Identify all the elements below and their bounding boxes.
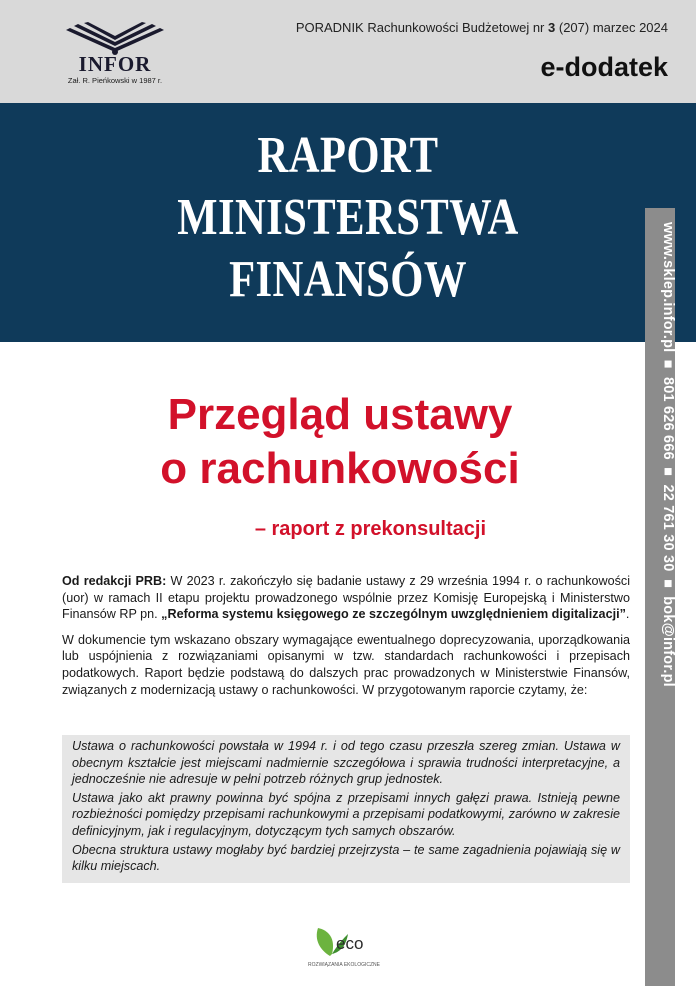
paragraph-2: W dokumencie tym wskazano obszary wymagające ewentualnego doprecyzowania, uporządkowania lub uspójnienia z rozwiązaniami opisanymi w tzw. standardach rachunkowości i przepisach podatkowych. Raport będzie podstawą do dalszych prac prowadzonych w Ministerstwie Finansów, związanych z modernizacją ustawy o rachunkowości. W przygotowanym raporcie czytamy, że: (62, 632, 630, 697)
quote-3: Obecna struktura ustawy mogłaby być bardziej przejrzysta – te same zagadnienia pojawiają się w kilku miejscach. (72, 842, 620, 874)
banner-title-line2: MINISTERSTWA (177, 189, 519, 246)
lead-project: „Reforma systemu księgowego ze szczególnym uwzględnieniem digitalizacji” (161, 607, 626, 622)
banner-title (0, 125, 696, 311)
lead-text: W 2023 r. zakończyło się badanie ustawy z 29 września 1994 r. o rachunkowości (uor) w ramach II etapu projektu prowadzonego wspólnie przez Komisję Europejską i Ministerstwo Finansów RP pn. (62, 574, 630, 622)
lead-end: . (625, 607, 630, 622)
banner-title-line3: FINANSÓW (229, 251, 467, 308)
issue-prefix: PORADNIK Rachunkowości Budżetowej nr (295, 20, 545, 35)
side-contact-text: www.sklep.infor.pl ■ 801 626 666 ■ 22 761 30 30 ■ bok@infor.pl (660, 222, 676, 687)
article-body (62, 573, 630, 707)
title-banner (0, 103, 696, 342)
banner-title-line1: RAPORT (257, 127, 439, 184)
headline-line2: o rachunkowości (160, 444, 520, 493)
issue-number: 3 (548, 20, 556, 35)
lead-label: Od redakcji PRB: (62, 574, 167, 588)
quote-1: Ustawa o rachunkowości powstała w 1994 r. i od tego czasu przeszła szereg zmian. Ustawa w obecnym kształcie jest miejscami nadmiernie szczegółowa i sprawia trudności interpretacyjne, a jednocześnie nie adresuje w pełni potrzeb różnych grup jednostek. (72, 739, 620, 787)
issue-suffix: (207) marzec 2024 (558, 20, 668, 35)
article-headline (40, 388, 640, 496)
logo-text: INFOR (78, 52, 152, 76)
infor-logo (56, 22, 174, 88)
eco-word: eco (336, 934, 364, 953)
lead-paragraph (62, 573, 630, 623)
logo-wings-icon (56, 22, 174, 56)
article-subheadline: – raport z prekonsultacji (254, 518, 486, 540)
issue-line (296, 20, 668, 35)
headline-line1: Przegląd ustawy (167, 390, 513, 439)
eco-subtitle: ROZWIĄZANIA EKOLOGICZNE (308, 962, 380, 968)
quote-2: Ustawa jako akt prawny powinna być spójna z przepisami innych gałęzi prawa. Istnieją pewne rozbieżności pomiędzy przepisami rachunkowymi a przepisami podatkowymi, zarówno w zakresie definicyjnym, jak i regulacyjnym, dotyczącym tych samych obszarów. (72, 790, 620, 838)
logo-subtitle: Zał. R. Pieńkowski w 1987 r. (67, 76, 163, 85)
eco-logo (306, 918, 382, 976)
edition-label: e-dodatek (540, 52, 668, 82)
quote-box (62, 735, 630, 883)
